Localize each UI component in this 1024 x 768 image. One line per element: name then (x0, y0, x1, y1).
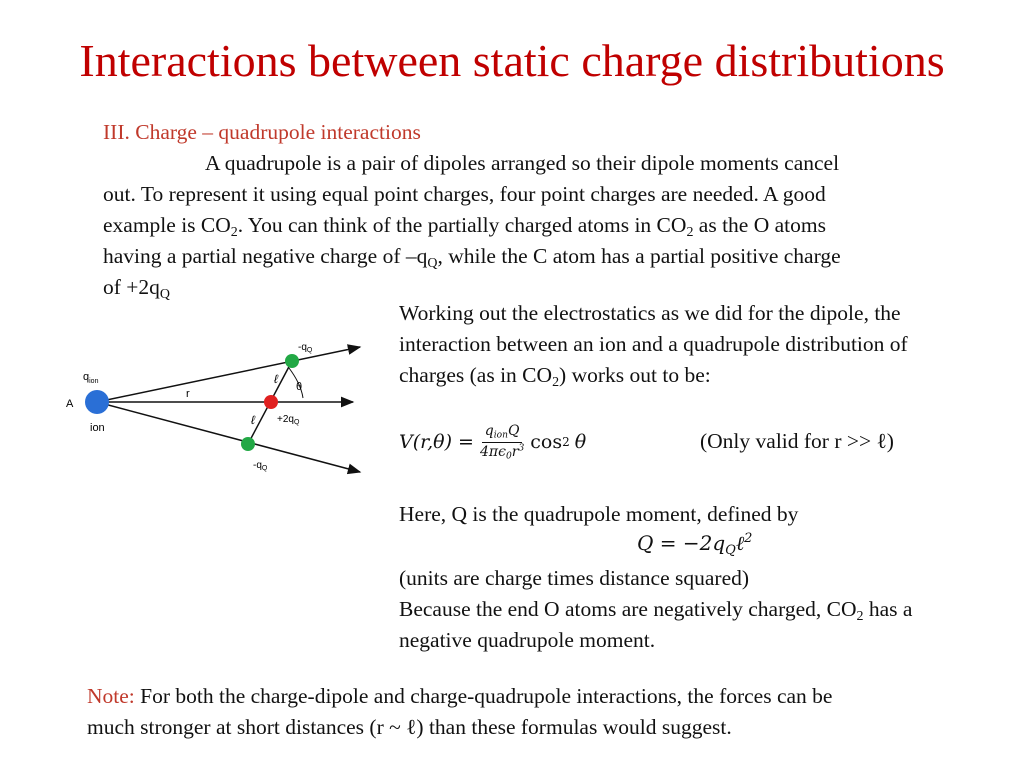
validity-note: (Only valid for r >> ℓ) (700, 429, 894, 453)
right-line-2: interaction between an ion and a quadrupole distribution of (399, 332, 908, 356)
quadrupole-definition: $Q = -2q_Q\ell^2$ (637, 531, 753, 558)
l-label-lower: ℓ (251, 413, 255, 427)
quadrupole-diagram (55, 330, 375, 480)
upper-ray (97, 347, 360, 402)
right-column (399, 298, 1019, 391)
note-line-1: Note: For both the charge-dipole and charge-quadrupole interactions, the forces can be (87, 684, 833, 708)
top-end-charge-icon (285, 354, 299, 368)
units-and-because (399, 563, 1019, 656)
top-charge-label: $-q_Q$ (298, 342, 313, 354)
paragraph-line-5: of $+2q_Q$ (103, 275, 171, 303)
ion-charge-icon (85, 390, 109, 414)
section-heading: III. Charge – quadrupole interactions (103, 120, 421, 144)
paragraph-line-2: out. To represent it using equal point charges, four point charges are needed. A good (103, 182, 826, 206)
ion-letter: A (66, 398, 74, 410)
center-charge-icon (264, 395, 278, 409)
theta-label: θ (296, 381, 303, 393)
equation-fraction: $\frac{q_{ion}Q}{4\pi\epsilon_0r^3}$ (479, 423, 525, 462)
r-label: r (186, 388, 190, 400)
bottom-end-charge-icon (241, 437, 255, 451)
right-line-1: Working out the electrostatics as we did for the dipole, the (399, 301, 901, 325)
here-line: Here, Q is the quadrupole moment, defined by (399, 502, 799, 526)
bottom-charge-label: $-q_Q$ (253, 460, 268, 472)
lower-ray (97, 402, 360, 472)
center-charge-label: $+2q_Q$ (277, 414, 300, 426)
paragraph-line-3: example is $CO_2$. You can think of the partially charged atoms in $CO_2$ as the O atoms (103, 213, 826, 241)
l-label-upper: ℓ (274, 372, 278, 386)
units-line: (units are charge times distance squared) (399, 566, 750, 590)
page-title: Interactions between static charge distributions (79, 35, 945, 86)
note-line-2: much stronger at short distances (r ~ ℓ) than these formulas would suggest. (87, 715, 732, 739)
note-block (87, 681, 1007, 743)
note-label: Note: (87, 684, 135, 708)
paragraph-line-4: having a partial negative charge of $-q_Q$, while the C atom has a partial positive charge (103, 244, 841, 272)
potential-equation: V(r,θ) = $\frac{q_{ion}Q}{4\pi\epsilon_0r^3}$ cos 2 θ (399, 423, 587, 462)
ion-charge-label: $q_{ion}$ (83, 371, 99, 385)
because-line-2: negative quadrupole moment. (399, 628, 656, 652)
because-line: Because the end O atoms are negatively charged, $CO_2$ has a (399, 597, 913, 625)
paragraph-line-1: A quadrupole is a pair of dipoles arranged so their dipole moments cancel (205, 151, 840, 175)
section-block (103, 117, 1003, 303)
ion-word: ion (90, 422, 105, 434)
right-line-3: charges (as in $CO_2$) works out to be: (399, 363, 711, 391)
